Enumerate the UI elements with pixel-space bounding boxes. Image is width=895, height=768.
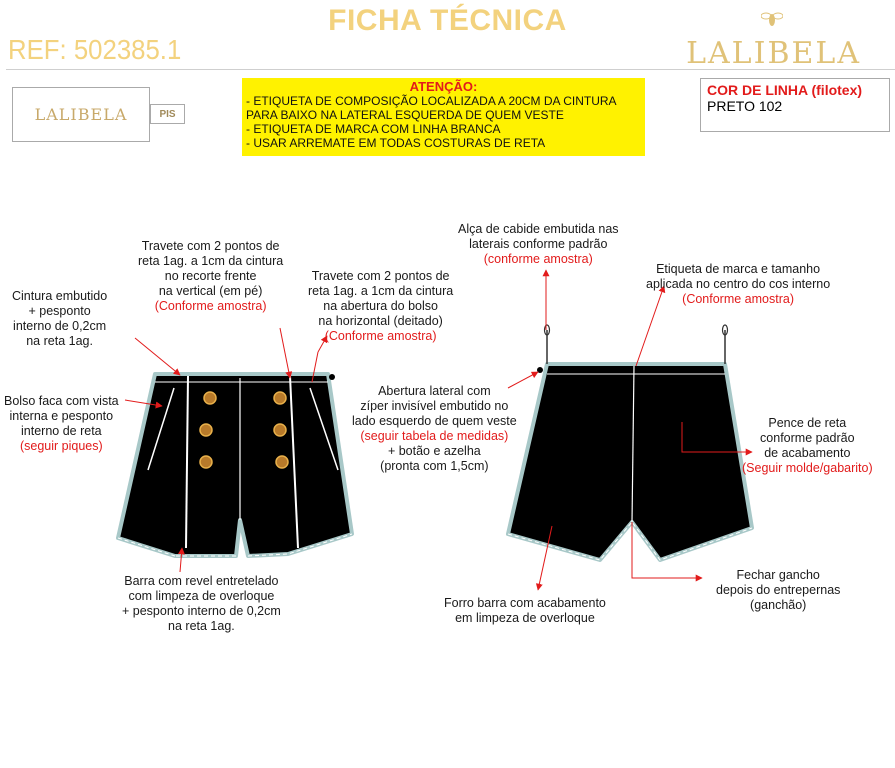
note-line: (pronta com 1,5cm) <box>380 459 489 473</box>
note-line: aplicada no centro do cos interno <box>646 277 831 291</box>
note-alca <box>458 222 619 267</box>
note-forro <box>444 596 606 626</box>
note-line: laterais conforme padrão <box>469 237 608 251</box>
note-line: na horizontal (deitado) <box>318 314 443 328</box>
note-line: zíper invisível embutido no <box>360 399 509 413</box>
thread-color-value: PRETO 102 <box>707 98 783 114</box>
note-line: na vertical (em pé) <box>158 284 263 298</box>
note-line: interno de reta <box>21 424 102 438</box>
note-cintura <box>12 289 107 349</box>
note-line: com limpeza de overloque <box>128 589 275 603</box>
note-line: (ganchão) <box>750 598 807 612</box>
note-line: interna e pesponto <box>9 409 114 423</box>
note-line: + pesponto <box>28 304 91 318</box>
back-shorts <box>508 325 752 560</box>
note-line: Bolso faca com vista <box>4 394 119 408</box>
note-line: Cintura embutido <box>12 289 108 303</box>
note-bolso <box>4 394 119 454</box>
attention-line: - USAR ARREMATE EM TODAS COSTURAS DE RETA <box>246 136 546 150</box>
attention-heading: ATENÇÃO: <box>409 79 478 94</box>
note-line: reta 1ag. a 1cm da cintura <box>138 254 284 268</box>
note-line: conforme padrão <box>760 431 855 445</box>
note-red: (Conforme amostra) <box>154 299 267 313</box>
note-red: (seguir piques) <box>19 439 103 453</box>
reference-code: REF: 502385.1 <box>8 34 182 65</box>
brand-logo: LALIBELA <box>686 36 861 71</box>
note-line: na reta 1ag. <box>168 619 235 633</box>
note-line: Travete com 2 pontos de <box>311 269 450 283</box>
note-line: no recorte frente <box>164 269 257 283</box>
thread-color-heading: COR DE LINHA (filotex) <box>707 82 863 98</box>
note-travete-vertical <box>138 239 283 314</box>
note-etiqueta <box>646 262 830 307</box>
note-red: (Conforme amostra) <box>682 292 794 306</box>
note-line: Barra com revel entretelado <box>124 574 279 588</box>
note-line: Etiqueta de marca e tamanho <box>656 262 821 276</box>
note-abertura <box>352 384 517 474</box>
note-line: interno de 0,2cm <box>13 319 107 333</box>
note-line: Forro barra com acabamento <box>444 596 606 610</box>
attention-line: - ETIQUETA DE MARCA COM LINHA BRANCA <box>246 122 501 136</box>
note-line: lado esquerdo de quem veste <box>352 414 517 428</box>
note-line: Alça de cabide embutida nas <box>458 222 619 236</box>
note-line: + pesponto interno de 0,2cm <box>122 604 281 618</box>
note-line: de acabamento <box>764 446 851 460</box>
note-gancho <box>716 568 840 613</box>
note-line: Travete com 2 pontos de <box>141 239 280 253</box>
brand-label-sample: LALIBELA <box>12 87 150 142</box>
attention-line: - ETIQUETA DE COMPOSIÇÃO LOCALIZADA A 20CM DA CINTURA <box>246 94 617 108</box>
note-line: Pence de reta <box>768 416 847 430</box>
note-line: Fechar gancho <box>736 568 820 582</box>
note-line: em limpeza de overloque <box>455 611 595 625</box>
page-title: FICHA TÉCNICA <box>328 4 567 37</box>
note-line: reta 1ag. a 1cm da cintura <box>308 284 454 298</box>
note-barra <box>122 574 281 634</box>
note-line: na abertura do bolso <box>323 299 438 313</box>
note-pence <box>742 416 873 476</box>
note-line: na reta 1ag. <box>26 334 93 348</box>
label-tag: PIS <box>150 104 185 124</box>
note-red: (seguir tabela de medidas) <box>360 429 509 443</box>
front-shorts <box>118 374 352 556</box>
note-red: (Seguir molde/gabarito) <box>742 461 873 475</box>
note-line: Abertura lateral com <box>378 384 491 398</box>
note-line: depois do entrepernas <box>716 583 841 597</box>
note-line: + botão e azelha <box>387 444 481 458</box>
note-red: (conforme amostra) <box>483 252 593 266</box>
note-travete-horizontal <box>308 269 453 344</box>
note-red: (Conforme amostra) <box>324 329 437 343</box>
attention-line: PARA BAIXO NA LATERAL ESQUERDA DE QUEM VESTE <box>246 108 564 122</box>
